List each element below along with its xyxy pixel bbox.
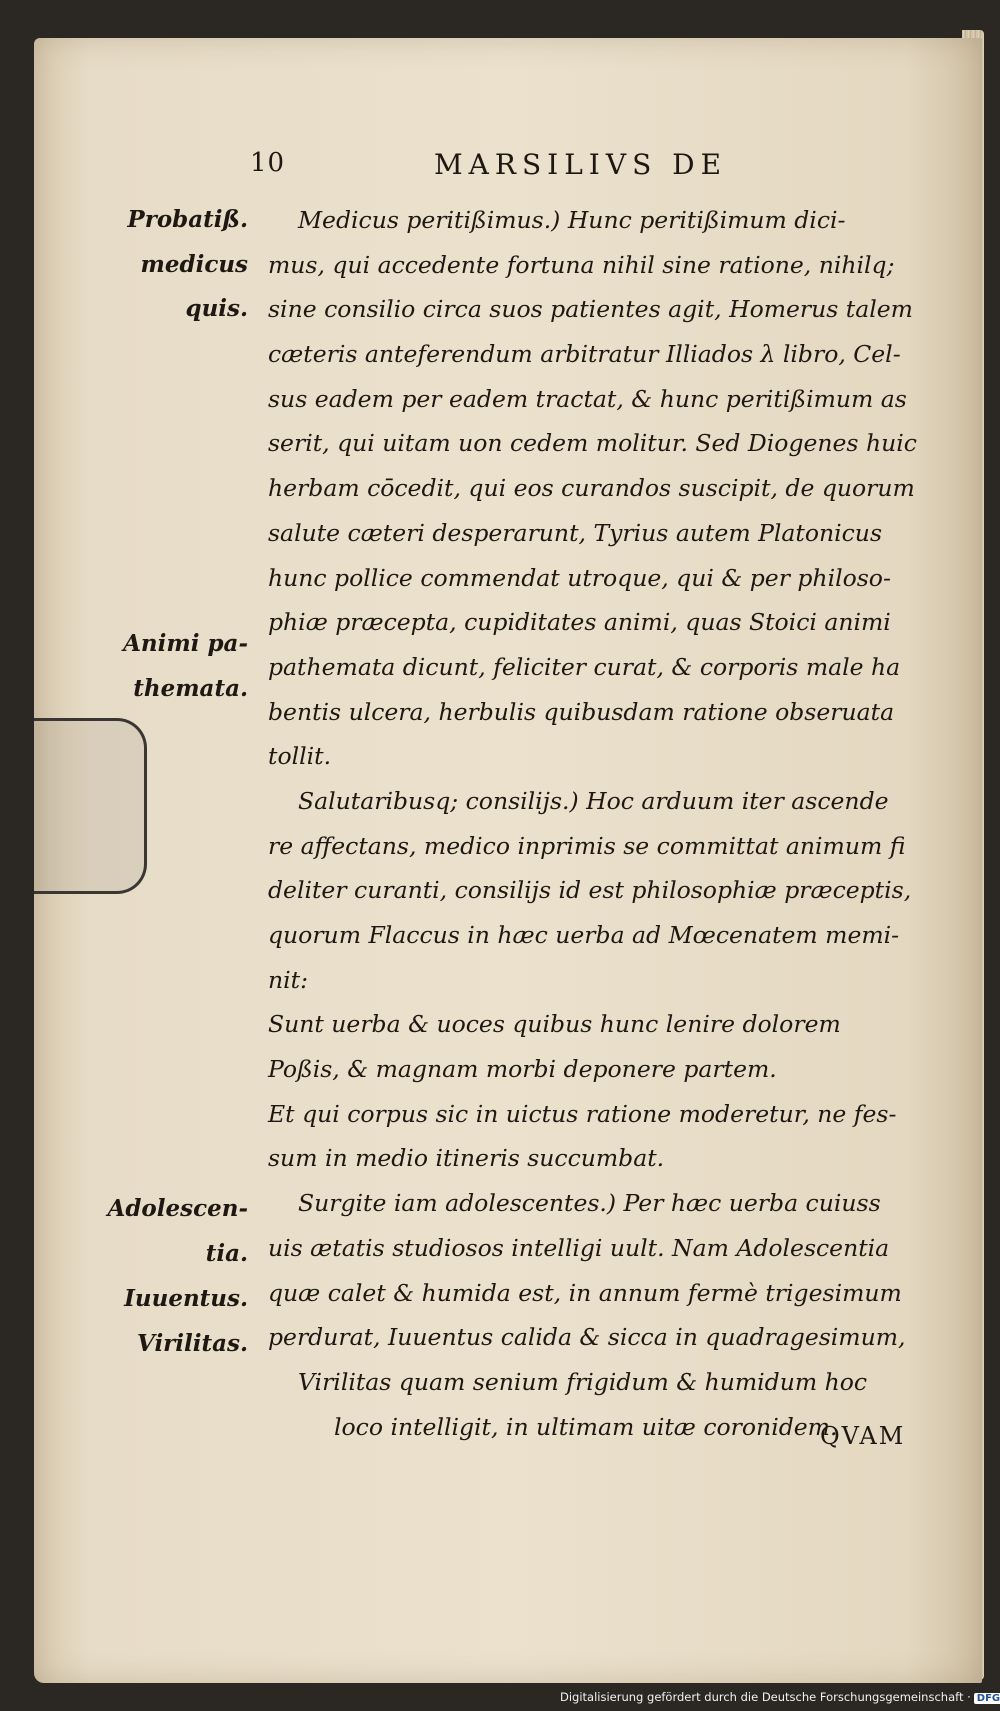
text-line: Medicus peritißimus.) Hunc peritißimum dici-: [298, 206, 846, 234]
text-line: nit:: [268, 965, 309, 994]
margin-note: Animi pa-: [123, 630, 248, 657]
page-clip: [34, 718, 147, 894]
text-line: pathemata dicunt, feliciter curat, & corporis male ha: [268, 652, 901, 681]
text-line: cæteris anteferendum arbitratur Illiados λ libro, Cel-: [268, 340, 901, 369]
dfg-logo: DFG: [974, 1693, 1000, 1704]
text-line: perdurat, Iuuentus calida & sicca in quadragesimum,: [268, 1323, 906, 1352]
text-line: Et qui corpus sic in uictus ratione moderetur, ne fes-: [268, 1099, 897, 1128]
text-line: Sunt uerba & uoces quibus hunc lenire dolorem: [268, 1010, 841, 1039]
catchword: QVAM: [820, 1422, 906, 1450]
text-line: sus eadem per eadem tractat, & hunc peritißimum as: [268, 384, 907, 413]
margin-note: tia.: [205, 1240, 248, 1267]
text-line: loco intelligit, in ultimam uitæ coronidem.: [334, 1412, 838, 1441]
text-line: serit, qui uitam uon cedem molitur. Sed Diogenes huic: [268, 429, 917, 458]
credit-text: Digitalisierung gefördert durch die Deutsche Forschungsgemeinschaft ·: [560, 1690, 971, 1704]
text-line: sine consilio circa suos patientes agit, Homerus talem: [268, 295, 913, 324]
page-header: [250, 148, 850, 188]
text-line: phiæ præcepta, cupiditates animi, quas Stoici animi: [268, 608, 891, 637]
margin-note: medicus: [140, 251, 248, 278]
text-line: re affectans, medico inprimis se committat animum fi: [268, 831, 906, 860]
margin-note: Probatiß.: [127, 206, 248, 233]
text-line: sum in medio itineris succumbat.: [268, 1144, 665, 1173]
running-head: MARSILIVS DE: [434, 148, 728, 181]
text-line: quorum Flaccus in hæc uerba ad Mœcenatem memi-: [268, 921, 900, 949]
folio-number: 10: [250, 148, 286, 178]
text-line: bentis ulcera, herbulis quibusdam ratione obseruata: [268, 697, 895, 726]
margin-note: Virilitas.: [137, 1330, 248, 1357]
margin-note: Adolescen-: [107, 1195, 248, 1222]
digitization-credit: [560, 1690, 1000, 1711]
text-line: deliter curanti, consilijs id est philosophiæ præceptis,: [268, 876, 912, 905]
text-line: hunc pollice commendat utroque, qui & per philoso-: [268, 563, 891, 592]
text-line: mus, qui accedente fortuna nihil sine ratione, nihilq;: [268, 250, 895, 279]
text-line: herbam cōcedit, qui eos curandos suscipit, de quorum: [268, 474, 915, 503]
text-line: Salutaribusq; consilijs.) Hoc arduum iter ascende: [298, 786, 889, 815]
margin-note: quis.: [185, 295, 248, 322]
text-line: uis ætatis studiosos intelligi uult. Nam Adolescentia: [268, 1233, 890, 1262]
text-line: Virilitas quam senium frigidum & humidum hoc: [298, 1367, 868, 1396]
text-line: salute cæteri desperarunt, Tyrius autem Platonicus: [268, 518, 883, 547]
text-line: Surgite iam adolescentes.) Per hæc uerba cuiuss: [298, 1189, 881, 1218]
main-text: [260, 198, 960, 1449]
text-line: Poßis, & magnam morbi deponere partem.: [268, 1055, 777, 1084]
text-line: tollit.: [268, 742, 332, 771]
margin-note: themata.: [133, 675, 248, 702]
margin-note: Iuuentus.: [124, 1285, 248, 1312]
text-line: quæ calet & humida est, in annum fermè trigesimum: [268, 1278, 902, 1307]
